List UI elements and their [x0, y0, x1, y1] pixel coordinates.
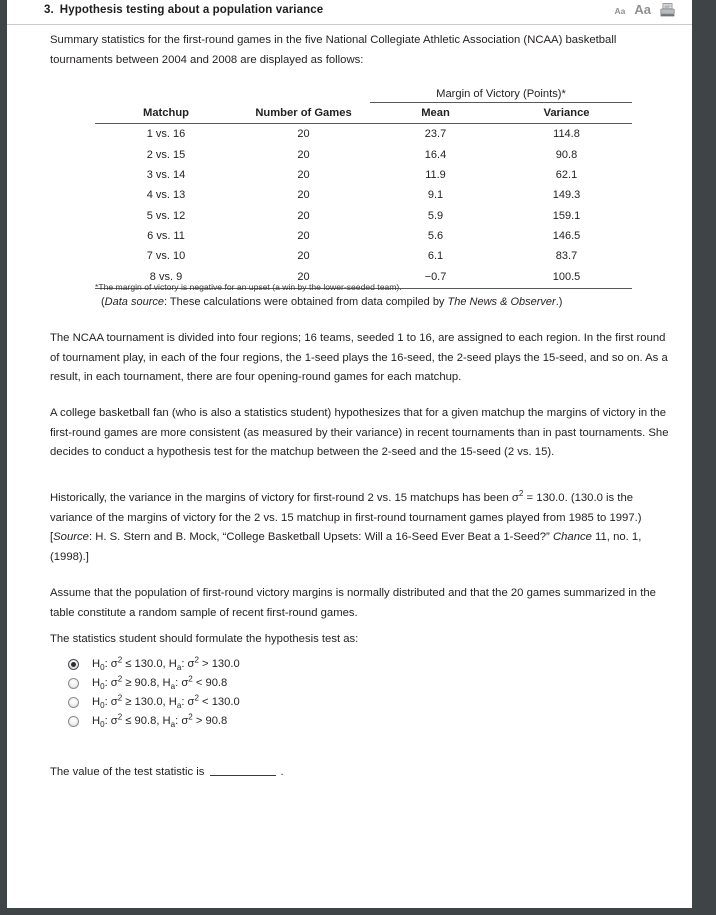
- table-cell: 9.1: [427, 189, 444, 202]
- text: : σ: [181, 696, 195, 708]
- paragraph-prompt: The statistics student should formulate the hypothesis test as:: [50, 633, 359, 645]
- text: : σ: [104, 677, 118, 689]
- increase-text-size-icon[interactable]: Aa: [634, 2, 651, 17]
- question-page-inner: [7, 0, 692, 908]
- data-source-label: Data source: [104, 296, 164, 308]
- data-source-open-paren: (: [101, 296, 105, 308]
- text: : σ: [104, 696, 118, 708]
- radio-button-option-4[interactable]: [68, 716, 79, 727]
- table-cell: 5.9: [427, 209, 444, 222]
- text: 2: [117, 712, 123, 722]
- history-chance-journal: Chance: [552, 531, 592, 543]
- data-source-publication: The News & Observer: [447, 296, 556, 308]
- text: > 130.0: [198, 658, 240, 670]
- hypothesis-option-4[interactable]: [68, 713, 240, 732]
- text: > 90.8: [192, 715, 228, 727]
- table-cell: 159.1: [552, 209, 581, 222]
- table-cell: 5 vs. 12: [146, 209, 186, 222]
- text: : σ: [175, 677, 189, 689]
- decrease-text-size-icon[interactable]: Aa: [614, 6, 626, 17]
- text: H: [162, 677, 171, 689]
- spanner-spacer-2: [237, 88, 370, 103]
- paragraph-regions: The NCAA tournament is divided into four regions; 16 teams, seeded 1 to 16, are assigned to each region. In the first round of tournament play, in each of the four regions, the 1-seed plays the 16-seed, the 2-seed plays the 15-seed, and so on. As a result, in each tournament, there are four opening-round games for each matchup.: [50, 332, 668, 383]
- column-header-matchup: Matchup: [143, 106, 189, 119]
- text: 2: [188, 712, 193, 722]
- table-row: [95, 144, 632, 164]
- text: 2: [194, 655, 199, 665]
- print-icon[interactable]: [660, 3, 675, 17]
- table-body: [95, 124, 632, 288]
- test-statistic-period: .: [280, 766, 284, 778]
- text: 0: [100, 701, 105, 711]
- text: 2: [117, 655, 123, 665]
- hypothesis-option-3[interactable]: [68, 694, 240, 713]
- table-cell: 146.5: [552, 230, 581, 243]
- history-text-3: : H. S. Stern and B. Mock, “College Basketball Upsets: Will a 16-Seed Ever Beat a 1-Seed?”: [88, 531, 553, 543]
- text: a: [176, 663, 182, 673]
- table-cell: 20: [297, 148, 310, 161]
- history-text-1: Historically, the variance in the margins of victory for first-round 2 vs. 15 matchups has been σ: [50, 492, 519, 504]
- text: < 130.0: [198, 696, 240, 708]
- test-statistic-question: [50, 764, 284, 778]
- paragraph-assumption: Assume that the population of first-round victory margins is normally distributed and that the 20 games summarized in the table constitute a random sample of recent first-round games.: [50, 587, 656, 619]
- text: ≤ 130.0,: [122, 658, 169, 670]
- text: 0: [100, 720, 105, 730]
- spanner-spacer-1: [95, 88, 237, 103]
- text: : σ: [175, 715, 189, 727]
- sigma-exponent-1: 2: [518, 489, 524, 499]
- question-number: 3.: [44, 4, 54, 16]
- intro-paragraph: Summary statistics for the first-round games in the five National Collegiate Athletic Association (NCAA) basketball tournaments between 2004 and 2008 are displayed as follows:: [50, 34, 617, 66]
- table-cell: 16.4: [424, 148, 447, 161]
- text: 2: [188, 674, 193, 684]
- hypothesis-option-label-4: [92, 713, 227, 729]
- table-cell: 6.1: [427, 250, 444, 263]
- table-cell: 3 vs. 14: [146, 168, 186, 181]
- column-header-mean: Mean: [421, 107, 450, 119]
- text: H: [92, 715, 101, 727]
- text: ≥ 90.8,: [122, 677, 163, 689]
- table-cell: 23.7: [424, 128, 447, 141]
- table-cell: 2 vs. 15: [146, 148, 186, 161]
- text: : σ: [104, 658, 118, 670]
- table-cell: 8 vs. 9: [149, 270, 183, 283]
- text: 0: [100, 682, 105, 692]
- text: a: [170, 682, 176, 692]
- table-row: [95, 246, 632, 266]
- table-cell: 20: [297, 230, 310, 243]
- summary-statistics-table-wrapper: [95, 88, 632, 289]
- hypothesis-option-2[interactable]: [68, 675, 240, 694]
- text: 0: [100, 663, 105, 673]
- text: H: [92, 677, 101, 689]
- text: < 90.8: [192, 677, 228, 689]
- table-spanner-row: [95, 88, 632, 103]
- text: H: [92, 658, 101, 670]
- table-spanner-margin-of-victory: Margin of Victory (Points)*: [370, 88, 632, 103]
- text: H: [92, 696, 101, 708]
- table-cell: 20: [297, 168, 310, 181]
- question-title-text: Hypothesis testing about a population variance: [59, 4, 324, 16]
- table-cell: 7 vs. 10: [146, 250, 186, 263]
- table-cell: 114.8: [553, 128, 580, 141]
- question-header: [7, 0, 692, 25]
- radio-button-option-3[interactable]: [68, 697, 79, 708]
- test-statistic-label: The value of the test statistic is: [50, 766, 205, 778]
- table-row: [95, 124, 632, 145]
- text: : σ: [104, 715, 118, 727]
- table-cell: 20: [297, 270, 310, 283]
- text: : σ: [181, 658, 195, 670]
- summary-statistics-table: [95, 88, 632, 289]
- text: 2: [117, 674, 123, 684]
- text: 2: [194, 693, 199, 703]
- table-row: [95, 226, 632, 246]
- table-cell: 6 vs. 11: [147, 230, 185, 243]
- data-source-text: : These calculations were obtained from data compiled by: [163, 296, 448, 308]
- column-header-variance: Variance: [543, 107, 590, 119]
- table-cell: 20: [297, 209, 310, 222]
- table-cell: 149.3: [552, 189, 581, 202]
- history-text-2: = 130.0. (130.0 is the variance of the margins of victory for the 2 vs. 15 matchup in first-round tournament games played from 1985 to 1997.) [: [50, 492, 642, 543]
- hypothesis-option-label-2: [92, 675, 227, 691]
- table-data-source: [101, 295, 661, 310]
- text: 2: [117, 693, 123, 703]
- table-cell: 4 vs. 13: [146, 189, 186, 202]
- table-row: [95, 165, 632, 185]
- table-cell: 5.6: [427, 230, 444, 243]
- table-cell: −0.7: [424, 270, 447, 283]
- test-statistic-answer-blank[interactable]: [210, 764, 276, 776]
- paragraph-fan-hypothesis: A college basketball fan (who is also a statistics student) hypothesizes that for a given matchup the margins of victory in the first-round games are more consistent (as measured by their variance) in recent tournaments than in past tournaments. She decides to conduct a hypothesis test for the matchup between the 2-seed and the 15-seed (2 vs. 15).: [50, 407, 669, 458]
- table-cell: 62.1: [555, 168, 578, 181]
- table-head: [95, 88, 632, 124]
- history-text-4: 11, no. 1, (1998).]: [50, 531, 642, 563]
- table-footnote: *The margin of victory is negative for an upset (a win by the lower-seeded team).: [95, 282, 402, 292]
- text: H: [168, 658, 177, 670]
- header-toolbar: [615, 2, 676, 16]
- table-row: [95, 206, 632, 226]
- page-title: [44, 4, 323, 16]
- table-cell: 20: [297, 250, 310, 263]
- radio-button-option-1[interactable]: [68, 659, 79, 670]
- hypothesis-option-label-3: [92, 694, 240, 710]
- hypothesis-options-group[interactable]: [68, 656, 240, 732]
- text: H: [168, 696, 177, 708]
- table-cell: 20: [297, 189, 310, 202]
- radio-button-option-2[interactable]: [68, 678, 79, 689]
- table-cell: 83.7: [555, 250, 578, 263]
- hypothesis-option-1[interactable]: [68, 656, 240, 675]
- text: a: [170, 720, 176, 730]
- table-header-row: [95, 103, 632, 123]
- table-cell: 11.9: [425, 168, 446, 181]
- text: ≥ 130.0,: [122, 696, 169, 708]
- hypothesis-option-label-1: [92, 656, 240, 672]
- data-source-close: .): [555, 296, 563, 308]
- text: H: [162, 715, 171, 727]
- table-cell: 1 vs. 16: [146, 128, 186, 141]
- text: a: [176, 701, 182, 711]
- history-source-label: Source: [53, 531, 89, 543]
- text: ≤ 90.8,: [122, 715, 163, 727]
- paragraph-historical-variance: [50, 489, 676, 567]
- table-row: [95, 185, 632, 205]
- table-cell: 20: [297, 128, 310, 141]
- table-cell: 90.8: [555, 148, 578, 161]
- table-cell: 100.5: [552, 270, 581, 283]
- column-header-number-of-games: Number of Games: [255, 106, 352, 119]
